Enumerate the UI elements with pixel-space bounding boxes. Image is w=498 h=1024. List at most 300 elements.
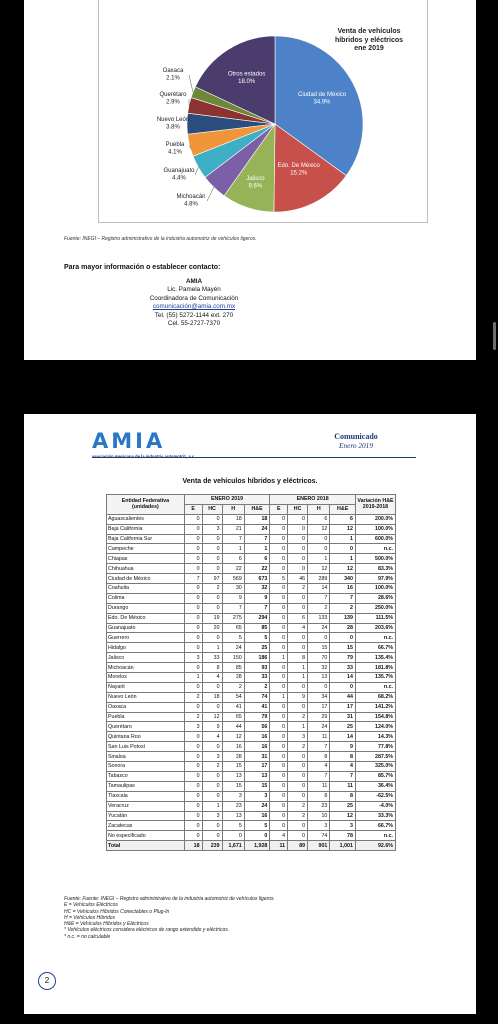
table-cell: 0 bbox=[202, 702, 222, 712]
table-row bbox=[107, 722, 396, 732]
table-cell: -62.5% bbox=[355, 791, 395, 801]
table-cell: 0 bbox=[288, 524, 308, 534]
table-cell: 15 bbox=[330, 643, 356, 653]
row-label: Quintana Roo bbox=[107, 732, 185, 742]
table-cell: 0 bbox=[270, 623, 288, 633]
note-line: H&E = Vehículos Híbridos y Eléctricos bbox=[64, 921, 149, 928]
slice-label: Nuevo León bbox=[156, 117, 190, 123]
table-cell: 0 bbox=[288, 564, 308, 574]
scrollbar-thumb[interactable] bbox=[493, 322, 496, 350]
table-cell: 4 bbox=[202, 673, 222, 683]
table-cell: 203.6% bbox=[355, 623, 395, 633]
table-cell: 0 bbox=[184, 821, 202, 831]
table-cell: 0 bbox=[202, 593, 222, 603]
table-cell: 0 bbox=[202, 603, 222, 613]
pie-chart-frame bbox=[98, 0, 428, 223]
table-cell: 0 bbox=[202, 682, 222, 692]
table-cell: 8 bbox=[308, 791, 330, 801]
table-cell: 0 bbox=[288, 593, 308, 603]
slice-label: Guanajuato bbox=[163, 168, 195, 174]
table-cell: 0 bbox=[184, 791, 202, 801]
chart-title-line: ene 2019 bbox=[354, 45, 384, 52]
table-cell: 0 bbox=[330, 544, 356, 554]
table-cell: 18 bbox=[202, 692, 222, 702]
slice-label: Querétaro bbox=[159, 92, 187, 98]
table-cell: 2 bbox=[222, 682, 244, 692]
table-cell: 0 bbox=[270, 702, 288, 712]
table-cell: 0 bbox=[202, 771, 222, 781]
document-header bbox=[306, 432, 406, 450]
table-cell: 41 bbox=[222, 702, 244, 712]
table-cell: 0 bbox=[184, 584, 202, 594]
table-cell: 0 bbox=[270, 742, 288, 752]
table-cell: 31 bbox=[244, 752, 270, 762]
table-cell: 12 bbox=[222, 732, 244, 742]
row-label: Ciudad de México bbox=[107, 574, 185, 584]
table-cell: 7 bbox=[222, 603, 244, 613]
table-cell: 16 bbox=[222, 742, 244, 752]
row-label: Sonora bbox=[107, 762, 185, 772]
table-cell: 12 bbox=[330, 564, 356, 574]
table-cell: 2 bbox=[288, 712, 308, 722]
table-cell: 0 bbox=[288, 603, 308, 613]
table-cell: 1 bbox=[244, 544, 270, 554]
note-line: H = Vehículos Híbridos bbox=[64, 914, 116, 921]
table-cell: 901 bbox=[308, 841, 330, 851]
table-cell: 12 bbox=[330, 811, 356, 821]
table-cell: 139 bbox=[330, 613, 356, 623]
table-cell: 1 bbox=[330, 554, 356, 564]
slice-percent: 15.2% bbox=[290, 170, 308, 177]
table-cell: 0 bbox=[270, 732, 288, 742]
table-cell: 33.3% bbox=[355, 811, 395, 821]
table-cell: 25 bbox=[244, 643, 270, 653]
table-cell: 0 bbox=[288, 514, 308, 524]
table-cell: 3 bbox=[184, 722, 202, 732]
table-cell: 68.2% bbox=[355, 692, 395, 702]
table-cell: 13 bbox=[308, 673, 330, 683]
table-cell: 8 bbox=[330, 791, 356, 801]
table-cell: 0 bbox=[184, 732, 202, 742]
row-label: Chiapas bbox=[107, 554, 185, 564]
table-cell: 5 bbox=[222, 633, 244, 643]
table-cell: 17 bbox=[244, 762, 270, 772]
table-cell: 83.3% bbox=[355, 564, 395, 574]
table-cell: 2 bbox=[288, 801, 308, 811]
table-cell: 0 bbox=[288, 534, 308, 544]
table-cell: 6 bbox=[288, 613, 308, 623]
table-cell: 3 bbox=[288, 732, 308, 742]
table-cell: 0 bbox=[270, 821, 288, 831]
table-cell: 0 bbox=[308, 544, 330, 554]
table-cell: 54 bbox=[222, 692, 244, 702]
row-label: Morelos bbox=[107, 673, 185, 683]
slice-label: Oaxaca bbox=[162, 68, 184, 74]
row-label: Baja California Sur bbox=[107, 534, 185, 544]
table-row bbox=[107, 663, 396, 673]
header-entity: Entidad Federativa (unidades) bbox=[107, 495, 185, 515]
table-cell: 135.7% bbox=[355, 673, 395, 683]
table-cell: 97 bbox=[202, 574, 222, 584]
table-cell: 85 bbox=[244, 623, 270, 633]
table-cell: 46 bbox=[288, 574, 308, 584]
table-cell: 673 bbox=[244, 574, 270, 584]
table-row bbox=[107, 534, 396, 544]
sales-table bbox=[106, 494, 396, 851]
row-label: Colima bbox=[107, 593, 185, 603]
table-cell: 0 bbox=[184, 564, 202, 574]
table-cell: 2 bbox=[202, 762, 222, 772]
table-cell: 0 bbox=[288, 752, 308, 762]
table-cell: 325.0% bbox=[355, 762, 395, 772]
table-cell: 569 bbox=[222, 574, 244, 584]
row-label: Edo. De México bbox=[107, 613, 185, 623]
table-cell: 0 bbox=[202, 554, 222, 564]
table-cell: 0 bbox=[202, 544, 222, 554]
leader-line bbox=[195, 167, 198, 175]
table-cell: 4 bbox=[202, 732, 222, 742]
table-cell: 0 bbox=[184, 623, 202, 633]
table-cell: 23 bbox=[308, 801, 330, 811]
contact-email-link[interactable]: comunicación@amia.com.mx bbox=[152, 303, 236, 311]
table-row bbox=[107, 524, 396, 534]
subheader-cell: H&E bbox=[330, 504, 356, 514]
table-cell: 14 bbox=[330, 673, 356, 683]
table-row bbox=[107, 554, 396, 564]
table-cell: 0 bbox=[288, 643, 308, 653]
table-cell: 16 bbox=[244, 811, 270, 821]
table-row bbox=[107, 771, 396, 781]
table-cell: 0 bbox=[270, 544, 288, 554]
row-label: Nayarit bbox=[107, 682, 185, 692]
table-cell: 7 bbox=[330, 771, 356, 781]
header-divider bbox=[92, 457, 416, 458]
table-cell: 11 bbox=[308, 732, 330, 742]
table-cell: 18 bbox=[184, 841, 202, 851]
table-cell: 10 bbox=[308, 811, 330, 821]
table-cell: 22 bbox=[244, 564, 270, 574]
table-cell: 1 bbox=[202, 643, 222, 653]
table-cell: 1 bbox=[288, 722, 308, 732]
table-cell: 250.0% bbox=[355, 603, 395, 613]
table-cell: 124.0% bbox=[355, 722, 395, 732]
table-cell: 65 bbox=[222, 712, 244, 722]
note-line: HC = Vehículos Híbridos Conectables o Plug-In bbox=[64, 908, 170, 915]
slice-percent: 4.1% bbox=[168, 149, 182, 156]
document-page-2 bbox=[24, 414, 476, 1014]
table-cell: 0 bbox=[270, 534, 288, 544]
contact-org: AMIA bbox=[185, 278, 203, 285]
table-cell: 0 bbox=[270, 593, 288, 603]
table-cell: 19 bbox=[202, 613, 222, 623]
row-label: Baja California bbox=[107, 524, 185, 534]
table-cell: 7 bbox=[222, 534, 244, 544]
table-cell: 0 bbox=[202, 534, 222, 544]
table-row bbox=[107, 752, 396, 762]
table-row bbox=[107, 544, 396, 554]
table-cell: 20 bbox=[202, 623, 222, 633]
table-cell: 4 bbox=[308, 762, 330, 772]
subheader-cell: H bbox=[308, 504, 330, 514]
table-cell: 0 bbox=[202, 514, 222, 524]
table-row bbox=[107, 692, 396, 702]
table-cell: 0 bbox=[184, 831, 202, 841]
table-row bbox=[107, 811, 396, 821]
document-type: Comunicado bbox=[334, 432, 378, 441]
row-label: Zacatecas bbox=[107, 821, 185, 831]
slice-label: Otros estados bbox=[227, 71, 266, 78]
slice-percent: 2.9% bbox=[166, 99, 180, 106]
leader-line bbox=[207, 187, 214, 201]
table-cell: 2 bbox=[288, 811, 308, 821]
table-cell: 65 bbox=[222, 623, 244, 633]
table-cell: 0 bbox=[288, 791, 308, 801]
row-label: Sinaloa bbox=[107, 752, 185, 762]
row-label: Durango bbox=[107, 603, 185, 613]
table-cell: 5 bbox=[244, 821, 270, 831]
table-cell: 11 bbox=[330, 781, 356, 791]
table-cell: 154.8% bbox=[355, 712, 395, 722]
table-cell: 0 bbox=[288, 633, 308, 643]
table-cell: 9 bbox=[288, 692, 308, 702]
table-cell: 287.5% bbox=[355, 752, 395, 762]
slice-percent: 4.4% bbox=[172, 175, 186, 182]
table-cell: 6 bbox=[222, 554, 244, 564]
table-cell: 25 bbox=[330, 722, 356, 732]
table-cell: 181.8% bbox=[355, 663, 395, 673]
table-cell: 0 bbox=[184, 752, 202, 762]
table-cell: 29 bbox=[308, 712, 330, 722]
table-row bbox=[107, 831, 396, 841]
table-cell: 0 bbox=[184, 534, 202, 544]
subheader-cell: HC bbox=[288, 504, 308, 514]
table-cell: 13 bbox=[222, 771, 244, 781]
row-label: Campeche bbox=[107, 544, 185, 554]
table-cell: 2 bbox=[184, 712, 202, 722]
table-cell: 0 bbox=[270, 524, 288, 534]
table-cell: 0 bbox=[202, 781, 222, 791]
table-cell: 85 bbox=[222, 663, 244, 673]
table-row bbox=[107, 673, 396, 683]
table-cell: 186 bbox=[244, 653, 270, 663]
table-cell: 0 bbox=[270, 564, 288, 574]
table-cell: 0 bbox=[184, 514, 202, 524]
table-cell: 15 bbox=[308, 643, 330, 653]
table-cell: 6 bbox=[308, 514, 330, 524]
table-cell: 7 bbox=[244, 603, 270, 613]
table-cell: 0 bbox=[308, 633, 330, 643]
note-line: * Vehículos eléctricos considera eléctricos de rango extendido y eléctricos. bbox=[64, 927, 230, 934]
table-cell: 12 bbox=[202, 712, 222, 722]
subheader-cell: E bbox=[184, 504, 202, 514]
table-cell: 28.6% bbox=[355, 593, 395, 603]
table-cell: 0 bbox=[202, 564, 222, 574]
table-cell: 3 bbox=[222, 791, 244, 801]
table-cell: 0 bbox=[270, 603, 288, 613]
table-cell: 14 bbox=[308, 584, 330, 594]
table-cell: 8 bbox=[330, 752, 356, 762]
chart-title bbox=[317, 28, 421, 54]
table-cell: 79 bbox=[244, 712, 270, 722]
table-cell: 0 bbox=[270, 633, 288, 643]
table-cell: 33 bbox=[202, 653, 222, 663]
table-row bbox=[107, 732, 396, 742]
row-label: Hidalgo bbox=[107, 643, 185, 653]
table-cell: 0 bbox=[330, 633, 356, 643]
table-cell: 2 bbox=[244, 682, 270, 692]
table-cell: 9 bbox=[244, 593, 270, 603]
table-row bbox=[107, 564, 396, 574]
table-cell: 28 bbox=[222, 673, 244, 683]
header-enero-2019: ENERO 2019 bbox=[184, 495, 270, 505]
table-row bbox=[107, 791, 396, 801]
table-cell: 4 bbox=[270, 831, 288, 841]
table-cell: 41 bbox=[244, 702, 270, 712]
table-cell: 1,001 bbox=[330, 841, 356, 851]
row-label: Chihuahua bbox=[107, 564, 185, 574]
table-cell: 0 bbox=[184, 762, 202, 772]
table-cell: 8 bbox=[202, 663, 222, 673]
row-label: Jalisco bbox=[107, 653, 185, 663]
row-label: Yucatán bbox=[107, 811, 185, 821]
table-cell: 0 bbox=[184, 593, 202, 603]
page-number: 2 bbox=[38, 972, 56, 990]
table-cell: 2 bbox=[330, 603, 356, 613]
contact-person: Lic. Pamela Mayén bbox=[167, 286, 221, 294]
table-cell: 340 bbox=[330, 574, 356, 584]
subheader-cell: H bbox=[222, 504, 244, 514]
table-cell: 0 bbox=[330, 682, 356, 692]
row-label: Tlaxcala bbox=[107, 791, 185, 801]
table-cell: 3 bbox=[202, 811, 222, 821]
slice-percent: 18.0% bbox=[238, 78, 256, 85]
row-label: No especificado bbox=[107, 831, 185, 841]
table-cell: 31 bbox=[330, 712, 356, 722]
table-cell: 0 bbox=[202, 791, 222, 801]
table-cell: 56 bbox=[244, 722, 270, 732]
table-cell: 1,671 bbox=[222, 841, 244, 851]
table-cell: 1,928 bbox=[244, 841, 270, 851]
table-cell: 36.4% bbox=[355, 781, 395, 791]
row-label: Tamaulipas bbox=[107, 781, 185, 791]
table-row bbox=[107, 603, 396, 613]
table-cell: 15 bbox=[244, 781, 270, 791]
table-row bbox=[107, 593, 396, 603]
table-cell: 0 bbox=[270, 554, 288, 564]
table-cell: 34 bbox=[308, 692, 330, 702]
table-cell: 12 bbox=[308, 564, 330, 574]
table-cell: 0 bbox=[270, 663, 288, 673]
table-cell: 14 bbox=[330, 732, 356, 742]
table-cell: 0 bbox=[308, 682, 330, 692]
table-cell: 8 bbox=[308, 752, 330, 762]
leader-line bbox=[189, 75, 193, 92]
table-cell: 11 bbox=[308, 781, 330, 791]
table-cell: 32 bbox=[308, 663, 330, 673]
table-cell: 0 bbox=[270, 722, 288, 732]
table-row bbox=[107, 781, 396, 791]
table-row bbox=[107, 682, 396, 692]
table-cell: 78 bbox=[330, 831, 356, 841]
row-label: San Luis Potosí bbox=[107, 742, 185, 752]
table-cell: 1 bbox=[308, 554, 330, 564]
table-cell: 275 bbox=[222, 613, 244, 623]
subheader-cell: H&E bbox=[244, 504, 270, 514]
table-cell: 1 bbox=[202, 801, 222, 811]
table-cell: 24 bbox=[244, 524, 270, 534]
table-cell: 24 bbox=[308, 722, 330, 732]
table-row bbox=[107, 584, 396, 594]
table-row bbox=[107, 712, 396, 722]
table-cell: 0 bbox=[270, 712, 288, 722]
table-cell: 7 bbox=[308, 593, 330, 603]
table-row bbox=[107, 623, 396, 633]
table-cell: n.c. bbox=[355, 544, 395, 554]
note-line: * n.c. = no calculable bbox=[64, 933, 111, 940]
document-page-1 bbox=[24, 0, 476, 360]
slice-percent: 4.8% bbox=[184, 201, 198, 208]
table-cell: 66.7% bbox=[355, 821, 395, 831]
table-row bbox=[107, 633, 396, 643]
table-notes bbox=[64, 896, 275, 940]
table-cell: 9 bbox=[202, 722, 222, 732]
table-cell: 3 bbox=[330, 821, 356, 831]
chart-title-line: híbridos y eléctricos bbox=[334, 36, 404, 44]
table-cell: 77.8% bbox=[355, 742, 395, 752]
table-cell: 28 bbox=[330, 623, 356, 633]
table-cell: 92.6% bbox=[355, 841, 395, 851]
table-row bbox=[107, 613, 396, 623]
table-cell: 3 bbox=[202, 524, 222, 534]
table-cell: 0 bbox=[270, 791, 288, 801]
slice-label: Edo. De México bbox=[277, 163, 320, 170]
row-label: Total bbox=[107, 841, 185, 851]
table-row bbox=[107, 514, 396, 524]
table-cell: 500.0% bbox=[355, 554, 395, 564]
header-variation: Variación H&E 2019-2018 bbox=[355, 495, 395, 515]
table-cell: 7 bbox=[308, 742, 330, 752]
subheader-cell: E bbox=[270, 504, 288, 514]
table-cell: 25 bbox=[330, 801, 356, 811]
table-cell: 1 bbox=[184, 673, 202, 683]
table-cell: 5 bbox=[222, 821, 244, 831]
table-cell: 23 bbox=[222, 801, 244, 811]
table-cell: 0 bbox=[308, 534, 330, 544]
table-cell: 14.3% bbox=[355, 732, 395, 742]
slice-label: Ciudad de México bbox=[298, 91, 347, 98]
table-cell: 0 bbox=[184, 633, 202, 643]
table-cell: 0 bbox=[184, 702, 202, 712]
table-cell: 17 bbox=[308, 702, 330, 712]
table-cell: 74 bbox=[244, 692, 270, 702]
row-label: Guanajuato bbox=[107, 623, 185, 633]
table-cell: 2 bbox=[288, 584, 308, 594]
slice-label: Jalisco bbox=[246, 176, 265, 183]
table-cell: 239 bbox=[202, 841, 222, 851]
table-cell: 0 bbox=[184, 544, 202, 554]
table-cell: 100.0% bbox=[355, 524, 395, 534]
table-cell: 11 bbox=[270, 841, 288, 851]
table-cell: -4.0% bbox=[355, 801, 395, 811]
table-cell: 0 bbox=[270, 643, 288, 653]
table-cell: 0 bbox=[184, 801, 202, 811]
subheader-cell: HC bbox=[202, 504, 222, 514]
table-cell: 0 bbox=[202, 831, 222, 841]
table-cell: 0 bbox=[270, 811, 288, 821]
table-cell: 0 bbox=[184, 781, 202, 791]
table-cell: 0 bbox=[202, 821, 222, 831]
table-cell: 0 bbox=[270, 673, 288, 683]
